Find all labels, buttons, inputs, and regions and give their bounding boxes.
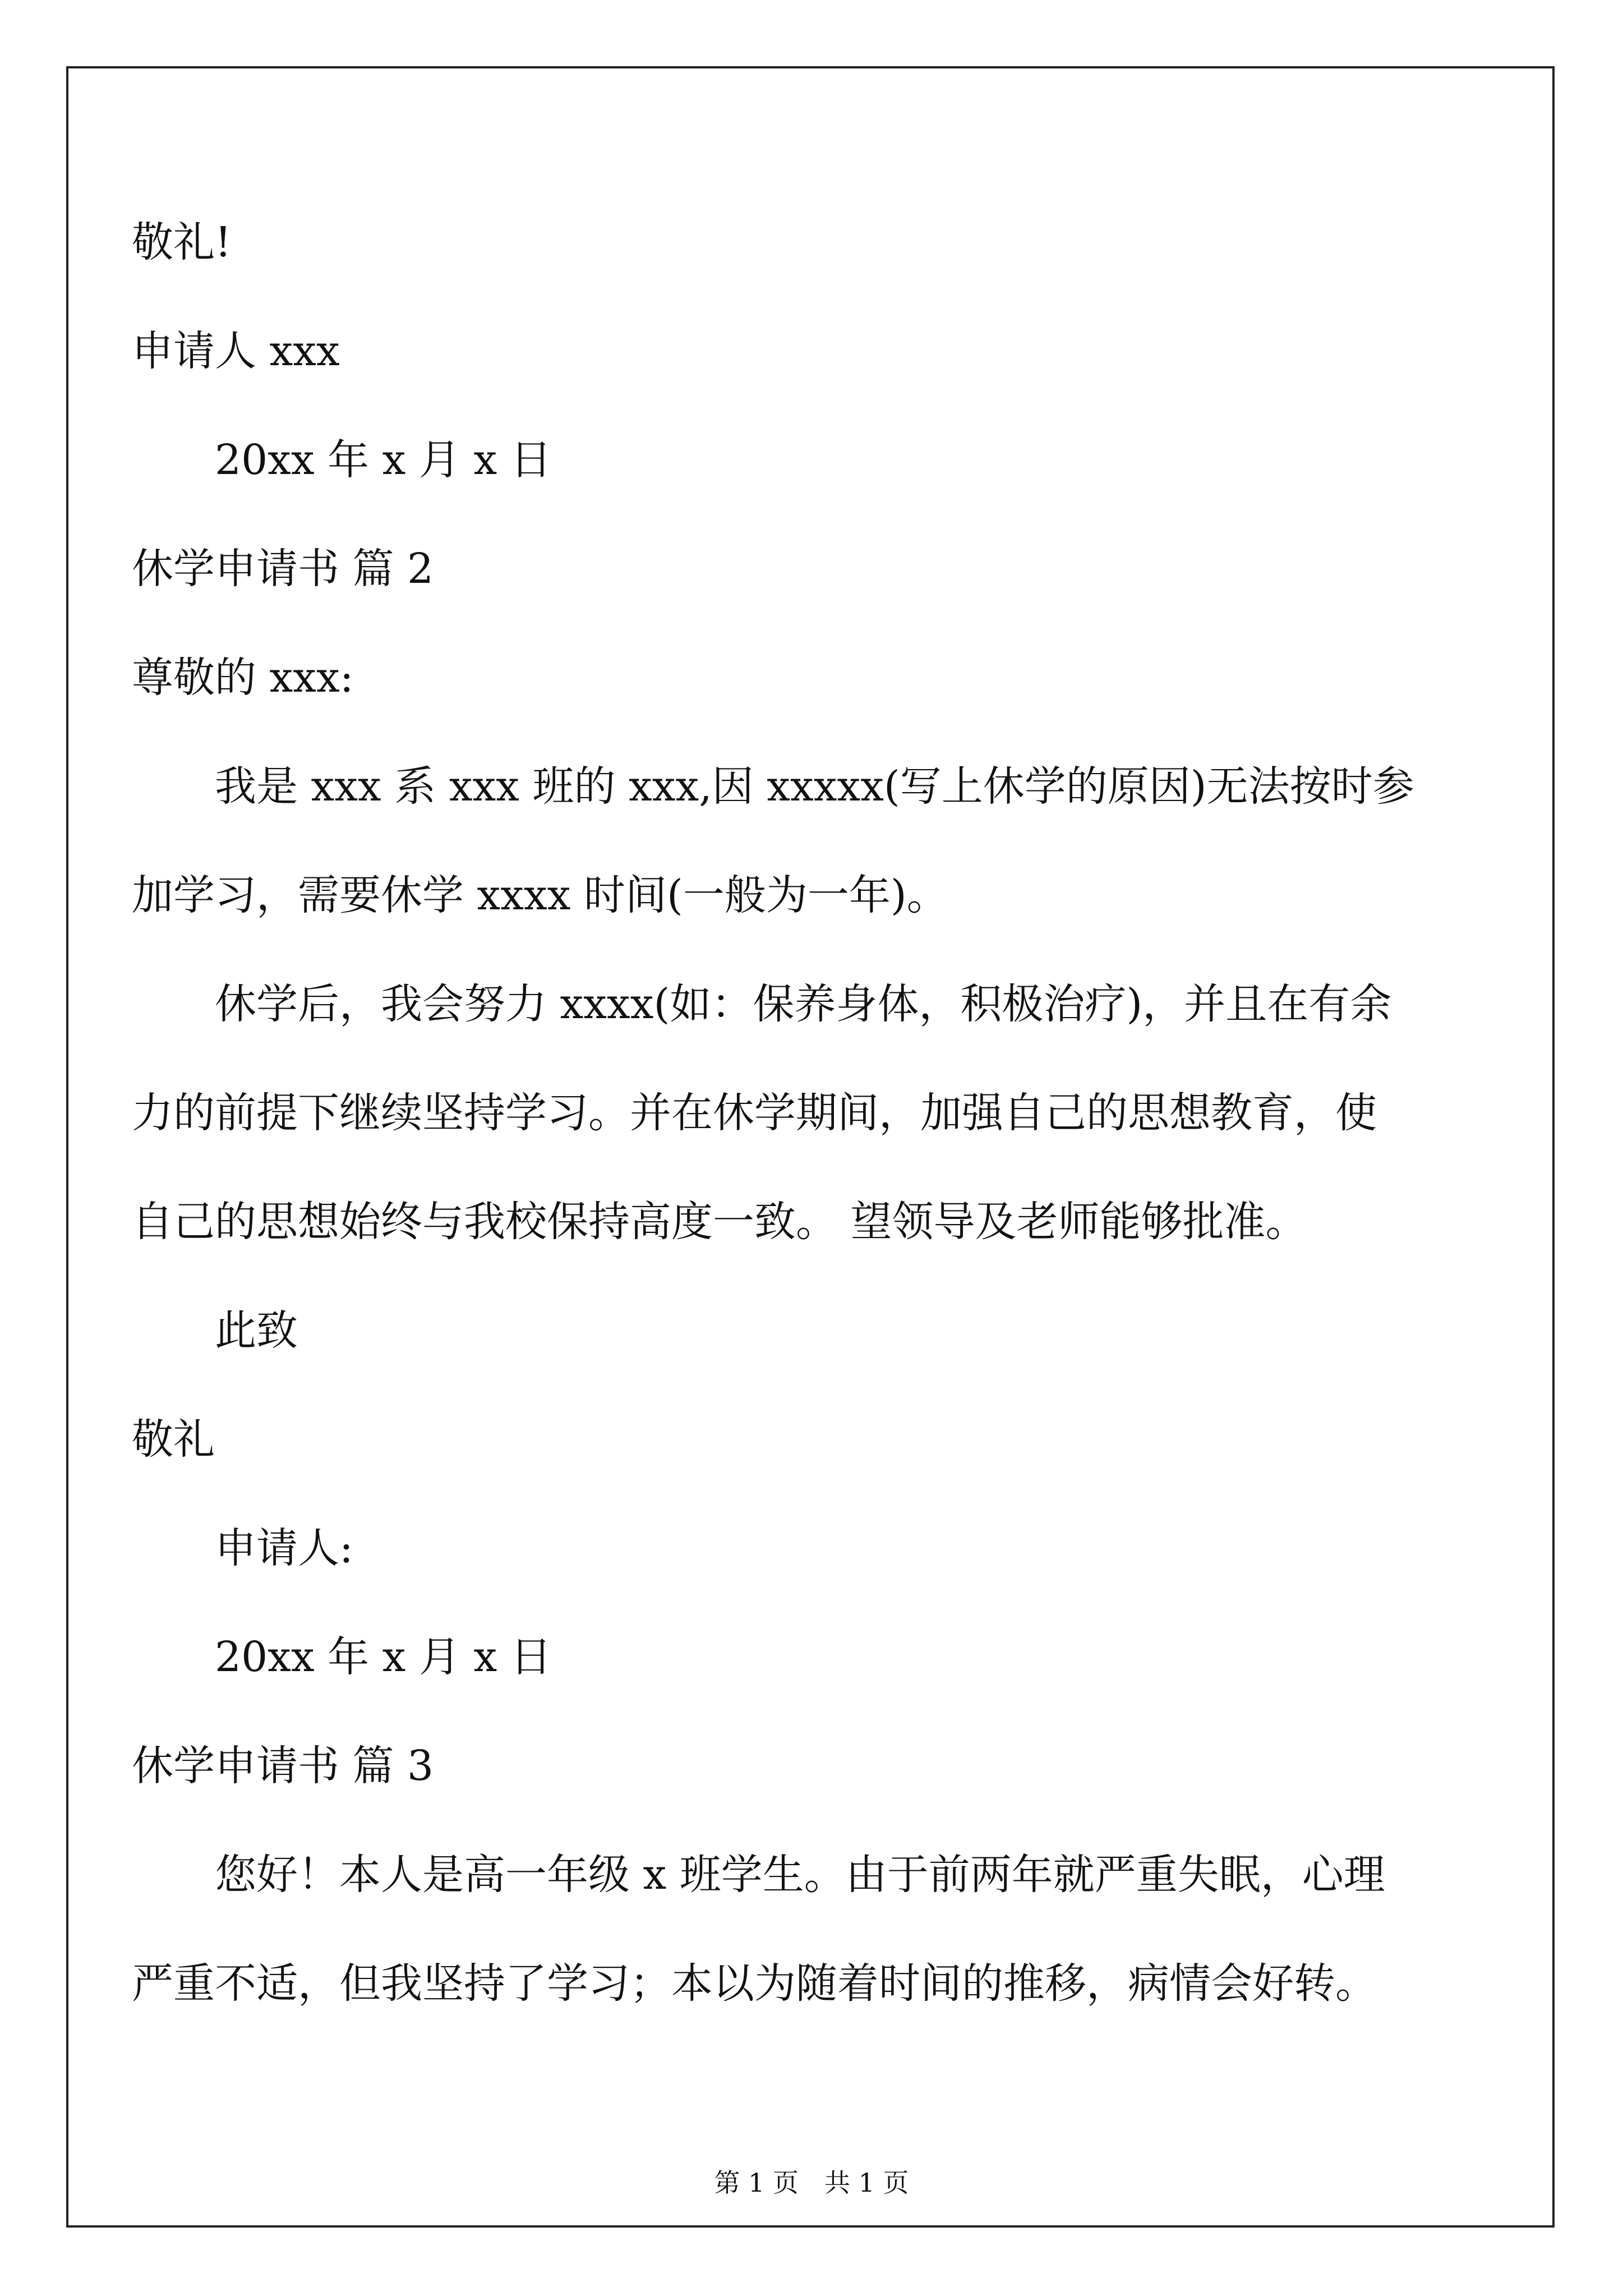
- section-heading-3: 休学申请书 篇 3: [132, 1742, 434, 1790]
- paragraph-line: 我是 xxx 系 xxx 班的 xxx,因 xxxxx(写上休学的原因)无法按时参: [215, 762, 1414, 811]
- paragraph-line: 力的前提下继续坚持学习。并在休学期间，加强自己的思想教育，使: [132, 1089, 1377, 1137]
- paragraph-line: 休学后，我会努力 xxxx(如：保养身体，积极治疗)，并且在有余: [215, 980, 1392, 1028]
- date-line-2: 20xx 年 x 月 x 日: [215, 1633, 552, 1681]
- paragraph-line: 自己的思想始终与我校保持高度一致。 望领导及老师能够批准。: [132, 1198, 1307, 1246]
- closing-salutation-1: 敬礼!: [132, 218, 232, 266]
- paragraph-line: 加学习，需要休学 xxxx 时间(一般为一年)。: [132, 871, 948, 919]
- paragraph-line: 严重不适，但我坚持了学习；本以为随着时间的推移，病情会好转。: [132, 1959, 1377, 2008]
- greeting-line-2: 尊敬的 xxx:: [132, 654, 354, 702]
- section-heading-2: 休学申请书 篇 2: [132, 545, 434, 593]
- page-footer: 第 1 页 共 1 页: [714, 2168, 909, 2198]
- date-line-1: 20xx 年 x 月 x 日: [215, 436, 552, 484]
- applicant-signature-1: 申请人 xxx: [132, 327, 340, 375]
- applicant-signature-2: 申请人:: [215, 1524, 353, 1572]
- document-body: [132, 188, 1438, 2038]
- paragraph-line: 您好！本人是高一年级 x 班学生。由于前两年就严重失眠，心理: [215, 1851, 1385, 1899]
- closing-salutation-2: 敬礼: [132, 1415, 215, 1464]
- closing-phrase: 此致: [215, 1306, 298, 1355]
